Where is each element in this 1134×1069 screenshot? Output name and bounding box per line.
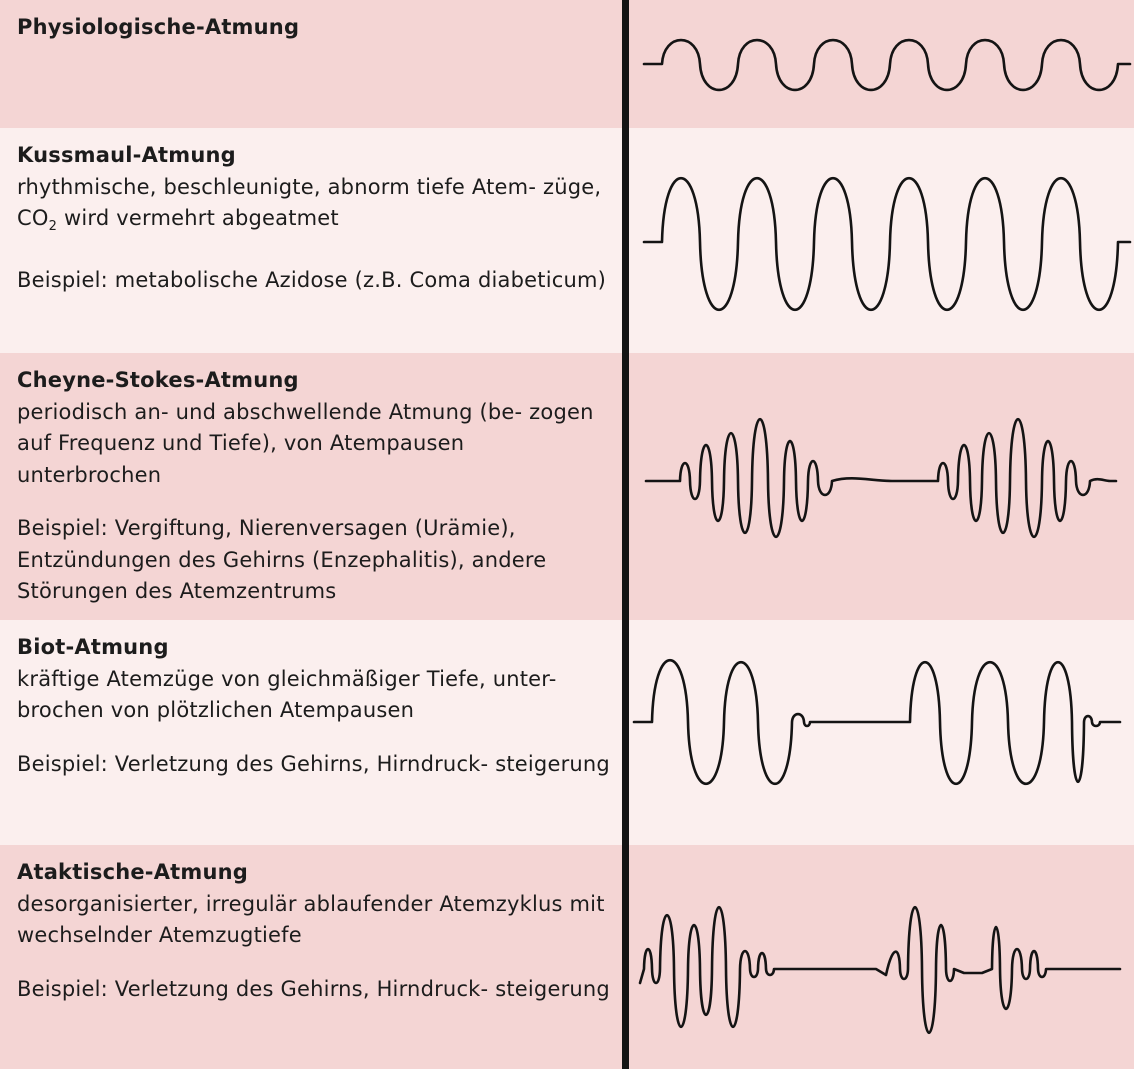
waveform-cheyne-stokes [630,353,1134,620]
row-example: Beispiel: metabolische Azidose (z.B. Coma diabeticum) [17,267,607,292]
row-title: Cheyne-Stokes-Atmung [17,368,299,392]
row-physiological [0,0,1134,128]
row-example: Beispiel: Verletzung des Gehirns, Hirndruck- steigerung [17,751,610,776]
subscript-2: 2 [48,219,58,234]
row-title: Ataktische-Atmung [17,860,249,884]
waveform-trace [644,40,1130,90]
waveform-trace [644,178,1130,310]
row-kussmaul [0,128,1134,353]
waveform-trace [646,419,1116,537]
waveform-trace [640,907,1120,1033]
row-description: kräftige Atemzüge von gleichmäßiger Tiefe, unter- brochen von plötzlichen Atempausen [17,666,557,722]
waveform-kussmaul [630,128,1134,353]
text-cell-ataxic [0,845,622,1069]
row-title: Kussmaul-Atmung [17,143,236,167]
waveform-ataxic [630,845,1134,1069]
waveform-physiological [630,0,1134,128]
row-biot [0,620,1134,845]
row-example: Beispiel: Verletzung des Gehirns, Hirndruck- steigerung [17,976,610,1001]
text-cell-cheyne-stokes [0,353,622,620]
waveform-trace [634,660,1120,784]
row-description: periodisch an- und abschwellende Atmung (be- zogen auf Frequenz und Tiefe), von Atempausen unterbrochen [17,399,594,487]
row-cheyne-stokes [0,353,1134,620]
text-cell-kussmaul [0,128,622,353]
row-example: Beispiel: Vergiftung, Nierenversagen (Urämie), Entzündungen des Gehirns (Enzephalitis), andere Störungen des Atemzentrums [17,516,547,603]
row-description: desorganisierter, irregulär ablaufender Atemzyklus mit wechselnder Atemzugtiefe [17,891,605,947]
row-ataxic [0,845,1134,1069]
waveform-biot [630,620,1134,845]
column-divider [622,0,629,1069]
text-cell-physiological [0,0,622,128]
row-title: Biot-Atmung [17,635,169,659]
text-cell-biot [0,620,622,845]
row-description: rhythmische, beschleunigte, abnorm tiefe Atem- züge, $CO_2$ wird vermehrt abgeatmet [17,174,602,234]
row-title: Physiologische-Atmung [17,15,300,39]
